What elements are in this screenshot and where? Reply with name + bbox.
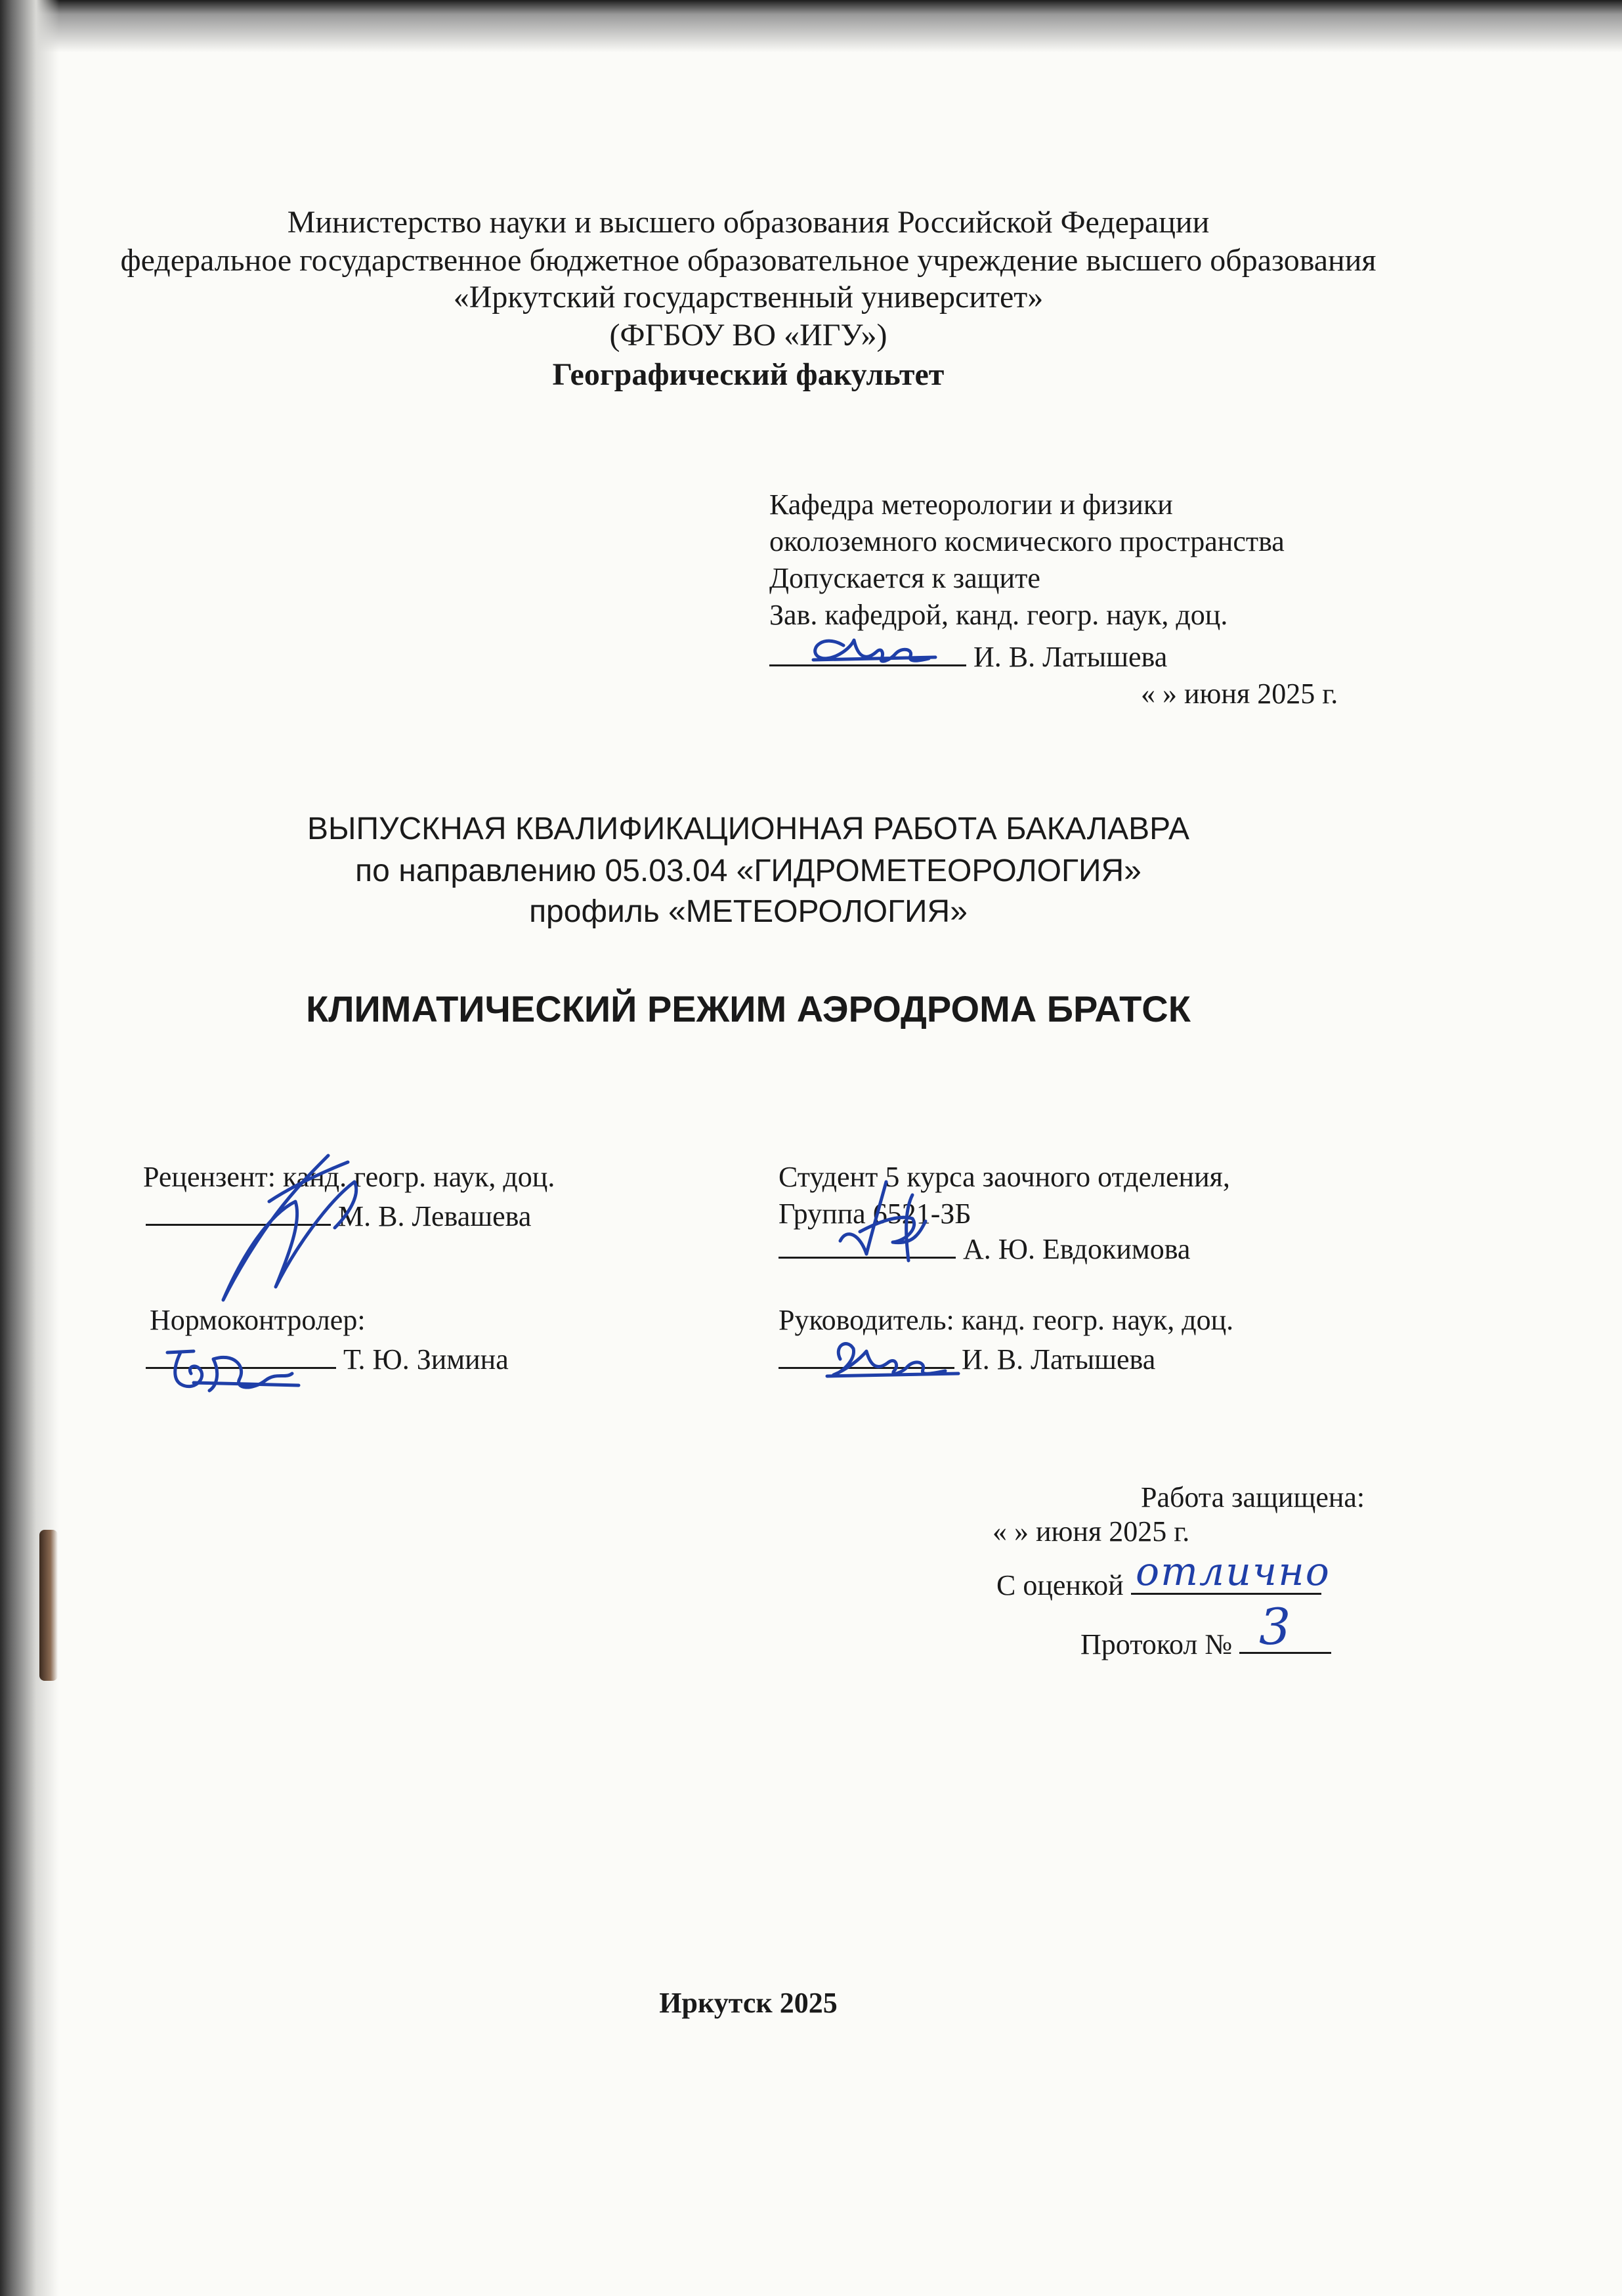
student-name: А. Ю. Евдокимова [963, 1233, 1191, 1265]
defense-status: Работа защищена: [1141, 1481, 1365, 1513]
head-title-line: Зав. кафедрой, канд. геогр. наук, доц. [769, 599, 1228, 631]
work-type: ВЫПУСКНАЯ КВАЛИФИКАЦИОННАЯ РАБОТА БАКАЛАВРА [307, 812, 1189, 846]
normcontrol-signature-line [146, 1339, 509, 1377]
normcontrol-signature-blank [146, 1339, 336, 1369]
reviewer-label: Рецензент: канд. геогр. наук, доц. [143, 1161, 555, 1193]
department-line-2: околоземного космического пространства [769, 525, 1285, 557]
grade-label: С оценкой [996, 1569, 1124, 1601]
defense-date: « » июня 2025 г. [992, 1515, 1190, 1548]
head-name: И. В. Латышева [973, 641, 1168, 673]
faculty-line: Географический факультет [552, 357, 945, 392]
grade-value: отлично [1136, 1549, 1331, 1595]
normcontrol-label: Нормоконтролер: [150, 1304, 366, 1336]
supervisor-name: И. В. Латышева [962, 1343, 1156, 1375]
student-group: Группа 6521-ЗБ [779, 1198, 971, 1230]
university-short-line: (ФГБОУ ВО «ИГУ») [609, 318, 887, 353]
head-signature-line [769, 637, 1167, 675]
protocol-label: Протокол № [1080, 1628, 1233, 1660]
work-direction: по направлению 05.03.04 «ГИДРОМЕТЕОРОЛОГИЯ» [355, 854, 1142, 888]
department-line-1: Кафедра метеорологии и физики [769, 488, 1173, 521]
student-signature-line [779, 1229, 1190, 1267]
supervisor-label: Руководитель: канд. геогр. наук, доц. [779, 1304, 1234, 1336]
ministry-line: Министерство науки и высшего образования Российской Федерации [287, 205, 1210, 240]
approval-date: « » июня 2025 г. [1141, 678, 1338, 710]
city-year: Иркутск 2025 [659, 1987, 838, 2019]
reviewer-signature-line [146, 1196, 531, 1234]
normcontrol-name: Т. Ю. Зимина [343, 1343, 509, 1375]
admitted-line: Допускается к защите [769, 562, 1040, 594]
supervisor-signature-blank [779, 1339, 954, 1369]
work-profile: профиль «МЕТЕОРОЛОГИЯ» [529, 894, 968, 929]
supervisor-signature-line [779, 1339, 1155, 1377]
head-signature-blank [769, 637, 966, 666]
student-signature-blank [779, 1229, 956, 1259]
student-label: Студент 5 курса заочного отделения, [779, 1161, 1230, 1193]
reviewer-signature-blank [146, 1196, 331, 1226]
work-title: КЛИМАТИЧЕСКИЙ РЕЖИМ АЭРОДРОМА БРАТСК [306, 988, 1191, 1029]
reviewer-name: М. В. Левашева [338, 1200, 532, 1232]
protocol-value: 3 [1259, 1597, 1291, 1656]
university-line: «Иркутский государственный университет» [453, 280, 1044, 314]
protocol-line [1080, 1624, 1331, 1662]
institution-type-line: федеральное государственное бюджетное образовательное учреждение высшего образования [120, 243, 1377, 278]
